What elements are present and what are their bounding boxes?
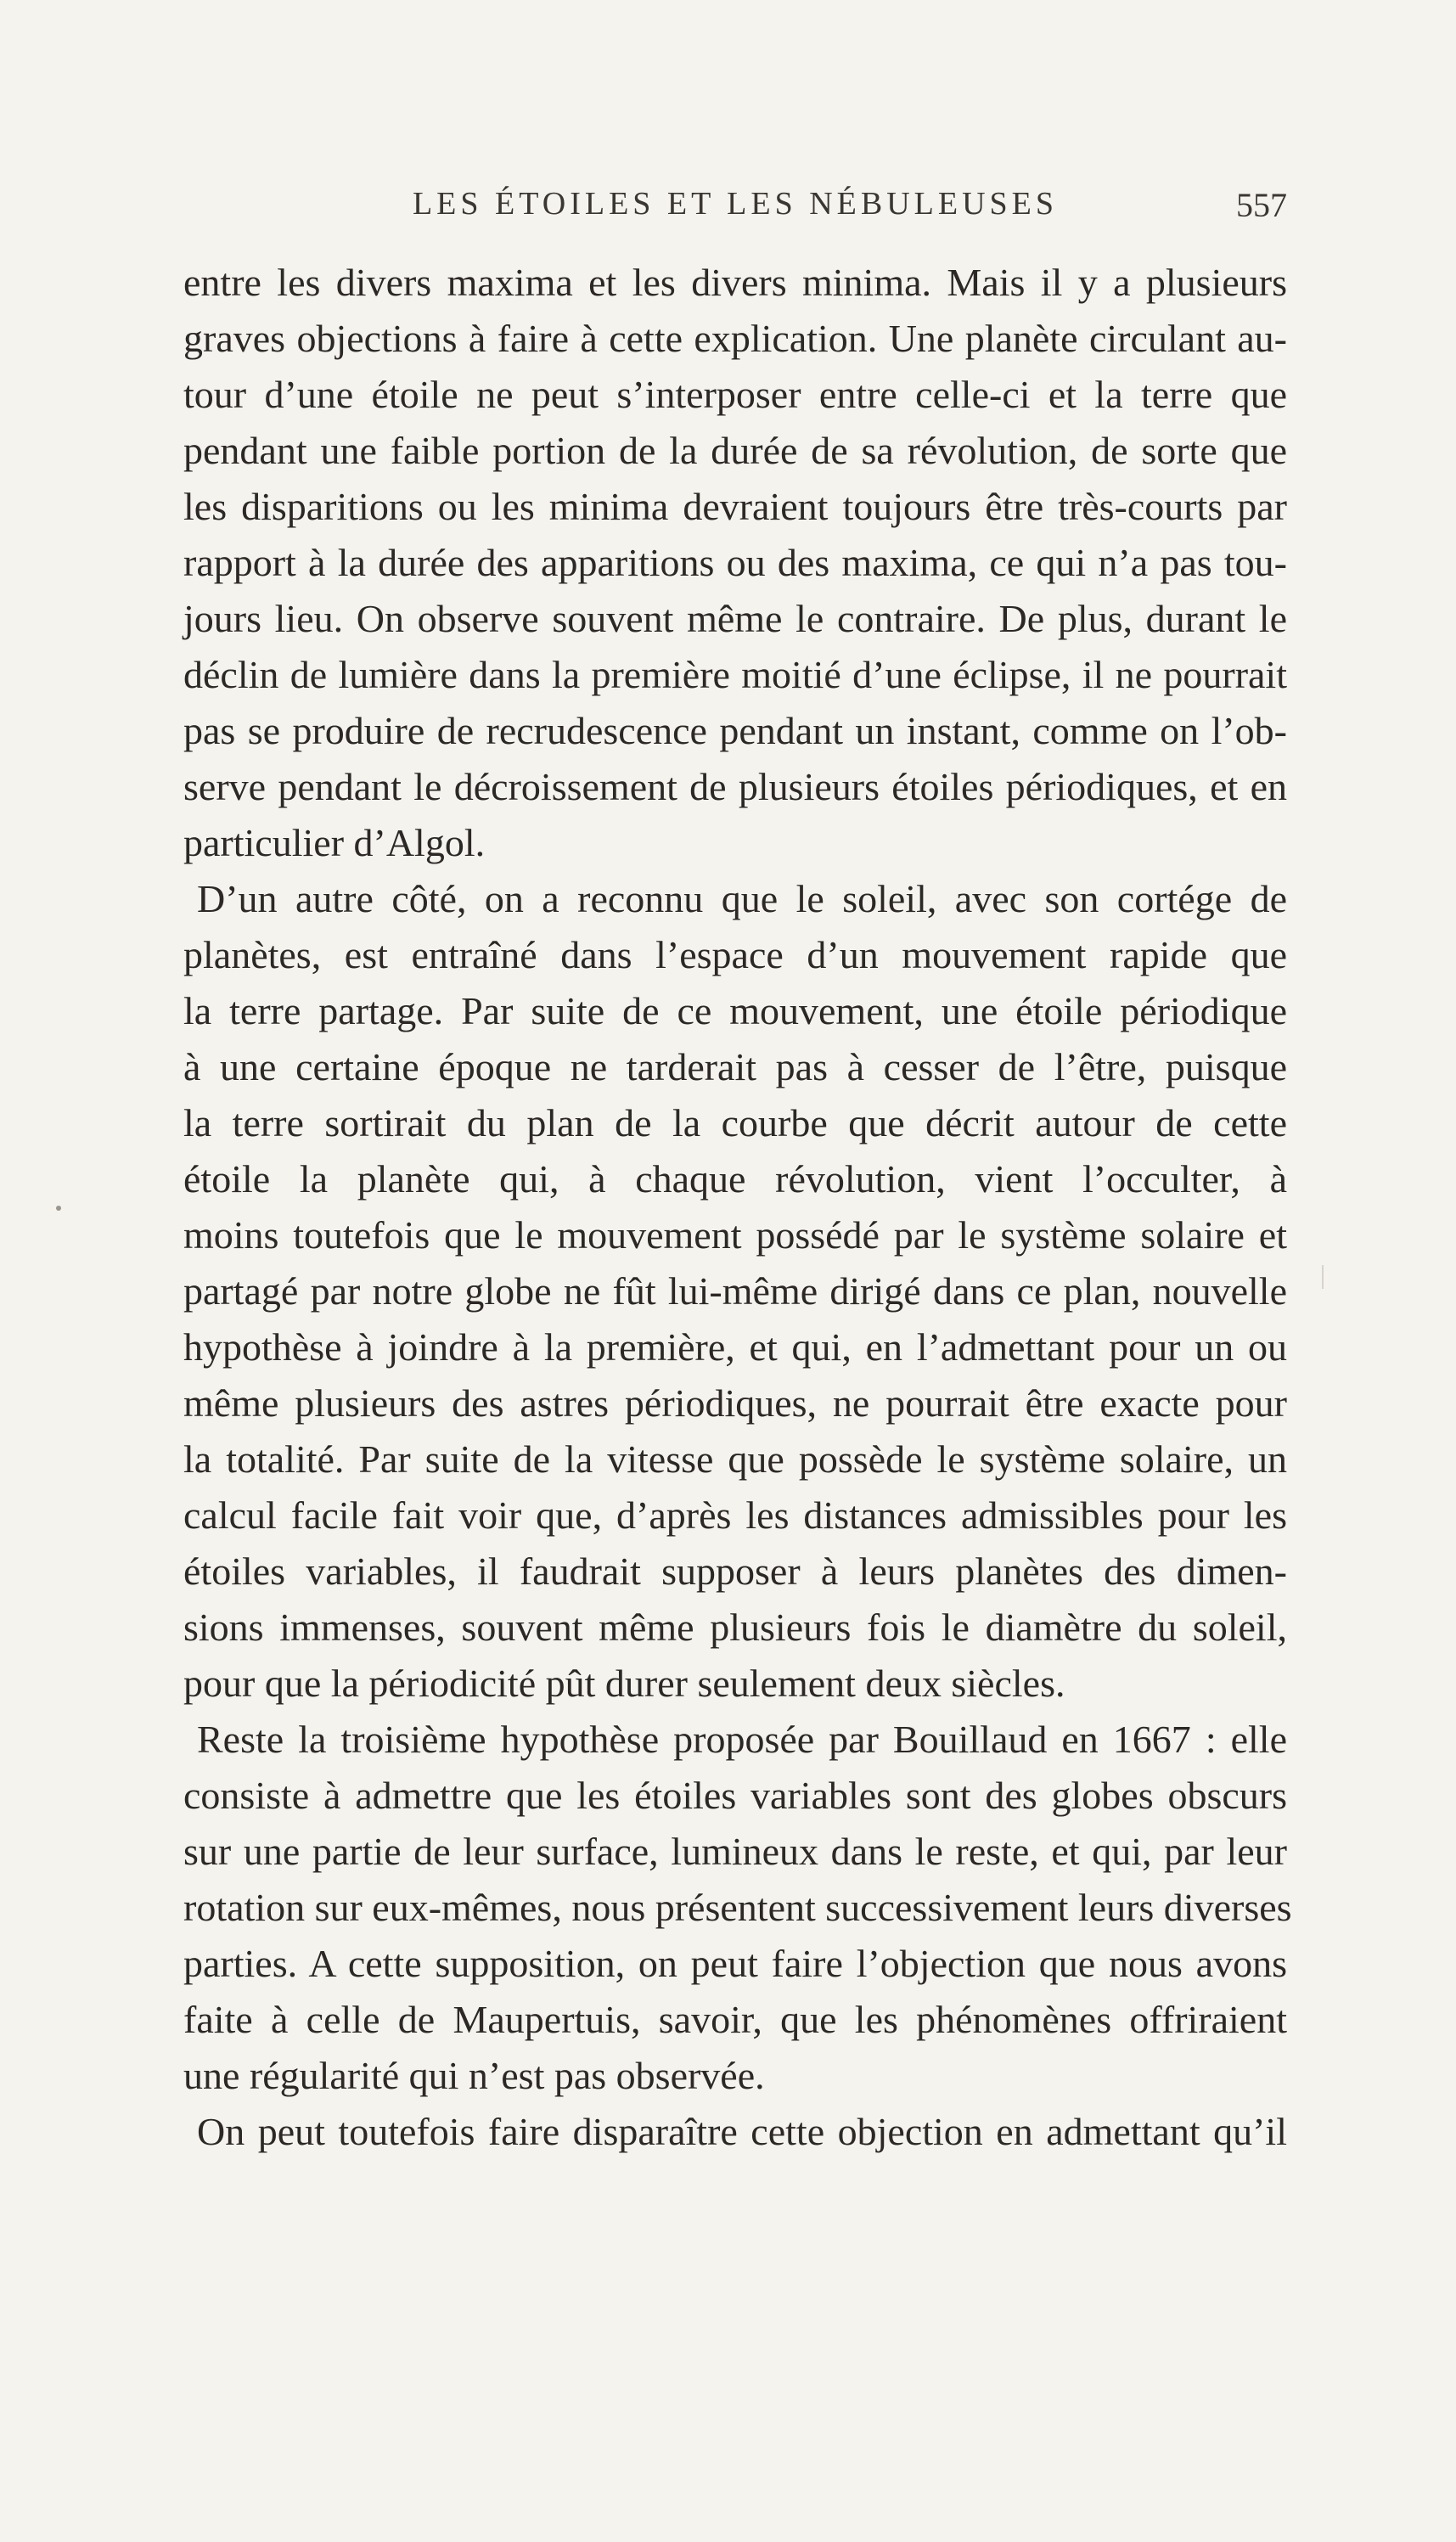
text-line: faite à celle de Maupertuis, savoir, que les phénomènes offriraient bbox=[183, 1998, 1287, 2041]
text-line: sur une partie de leur surface, lumineux dans le reste, et qui, par leur bbox=[183, 1830, 1287, 1873]
text-line: particulier d’Algol. bbox=[183, 821, 486, 864]
text-line: partagé par notre globe ne fût lui-même dirigé dans ce plan, nouvelle bbox=[183, 1269, 1287, 1313]
text-line: sions immenses, souvent même plusieurs fois le diamètre du soleil, bbox=[183, 1606, 1287, 1649]
text-line: parties. A cette supposition, on peut faire l’objection que nous avons bbox=[183, 1942, 1287, 1985]
text-line: même plusieurs des astres périodiques, ne pourrait être exacte pour bbox=[183, 1381, 1287, 1425]
text-line: hypothèse à joindre à la première, et qui, en l’admettant pour un ou bbox=[183, 1325, 1287, 1369]
text-line: pour que la périodicité pût durer seulement deux siècles. bbox=[183, 1662, 1065, 1705]
text-line: la totalité. Par suite de la vitesse que possède le système solaire, un bbox=[183, 1437, 1287, 1481]
text-line: entre les divers maxima et les divers minima. Mais il y a plusieurs bbox=[183, 261, 1287, 304]
text-line: une régularité qui n’est pas observée. bbox=[183, 2054, 765, 2097]
text-line: D’un autre côté, on a reconnu que le soleil, avec son cortége de bbox=[197, 877, 1287, 920]
text-line: jours lieu. On observe souvent même le contraire. De plus, durant le bbox=[183, 597, 1287, 640]
text-line: pendant une faible portion de la durée de sa révolution, de sorte que bbox=[183, 429, 1287, 472]
body-text bbox=[183, 255, 1292, 2160]
text-line: rotation sur eux-mêmes, nous présentent successivement leurs diverses bbox=[183, 1886, 1292, 1929]
text-line: On peut toutefois faire disparaître cette objection en admettant qu’il bbox=[197, 2110, 1287, 2153]
text-line: calcul facile fait voir que, d’après les distances admissibles pour les bbox=[183, 1493, 1287, 1537]
text-line: pas se produire de recrudescence pendant un instant, comme on l’ob- bbox=[183, 709, 1287, 752]
page-mark bbox=[1322, 1265, 1324, 1289]
text-line: tour d’une étoile ne peut s’interposer entre celle-ci et la terre que bbox=[183, 373, 1287, 416]
text-line: Reste la troisième hypothèse proposée par Bouillaud en 1667 : elle bbox=[197, 1718, 1287, 1761]
text-line: étoile la planète qui, à chaque révolution, vient l’occulter, à bbox=[183, 1157, 1287, 1201]
text-line: les disparitions ou les minima devraient toujours être très-courts par bbox=[183, 485, 1287, 528]
text-line: à une certaine époque ne tarderait pas à cesser de l’être, puisque bbox=[183, 1045, 1287, 1088]
text-line: déclin de lumière dans la première moitié d’une éclipse, il ne pourrait bbox=[183, 653, 1287, 696]
running-head bbox=[183, 185, 1287, 228]
text-line: serve pendant le décroissement de plusieurs étoiles périodiques, et en bbox=[183, 765, 1287, 808]
page-speck bbox=[56, 1206, 61, 1211]
text-line: la terre sortirait du plan de la courbe que décrit autour de cette bbox=[183, 1101, 1287, 1144]
text-line: planètes, est entraîné dans l’espace d’un mouvement rapide que bbox=[183, 933, 1287, 976]
text-line: moins toutefois que le mouvement possédé par le système solaire et bbox=[183, 1213, 1287, 1257]
text-line: étoiles variables, il faudrait supposer à leurs planètes des dimen- bbox=[183, 1549, 1287, 1593]
page-number: 557 bbox=[1236, 186, 1287, 224]
text-line: la terre partage. Par suite de ce mouvement, une étoile périodique bbox=[183, 989, 1287, 1032]
running-title: LES ÉTOILES ET LES NÉBULEUSES bbox=[412, 186, 1059, 222]
text-line: graves objections à faire à cette explication. Une planète circulant au- bbox=[183, 317, 1287, 360]
text-line: consiste à admettre que les étoiles variables sont des globes obscurs bbox=[183, 1774, 1287, 1817]
text-line: rapport à la durée des apparitions ou des maxima, ce qui n’a pas tou- bbox=[183, 541, 1287, 584]
